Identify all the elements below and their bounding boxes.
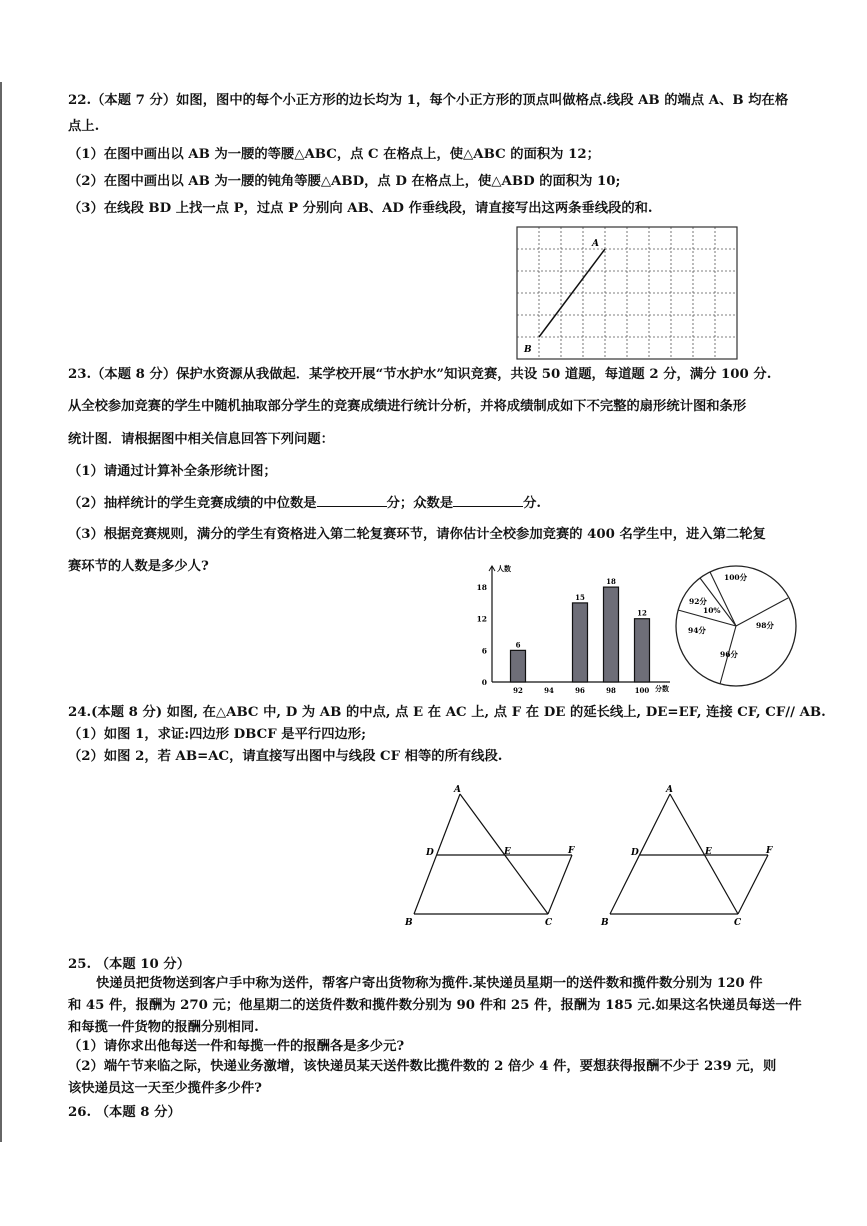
bar-92: [511, 650, 526, 682]
bar-100: [635, 619, 650, 682]
segment-ab: [539, 249, 605, 337]
q24-part-1: （1）如图 1，求证:四边形 DBCF 是平行四边形;: [68, 727, 366, 742]
pie-label-100: 100分: [724, 573, 748, 582]
pie-label-98: 98分: [756, 621, 774, 630]
q23-part-3: （3）根据竞赛规则，满分的学生有资格进入第二轮复赛环节，请你估计全校参加竞赛的 400 名学生中，进入第二轮复: [68, 527, 766, 542]
fig2-line-cf: [738, 855, 768, 914]
bar-category-label: 96: [575, 686, 585, 695]
q23-part-2-text-c: 分.: [523, 496, 542, 511]
fig1-label-a: A: [454, 785, 461, 795]
bar-category-label: 92: [513, 686, 523, 695]
pie-label-92: 92分: [689, 597, 707, 606]
bar-96: [573, 603, 588, 682]
q22-line-2: 点上.: [68, 119, 100, 134]
q23-part-2: [68, 494, 541, 513]
grid-label-b: B: [524, 345, 532, 355]
bar-x-label: 分数: [655, 684, 669, 693]
q23-line-3: 统计图．请根据图中相关信息回答下列问题：: [68, 432, 334, 447]
pie-label-pct: 10%: [703, 606, 721, 615]
bar-value-label: 6: [515, 640, 521, 650]
q25-part-1: （1）请你求出他每送一件和每揽一件的报酬各是多少元?: [68, 1039, 405, 1054]
median-blank[interactable]: [317, 494, 387, 507]
fig2-side-ab: [610, 794, 670, 914]
fig2-side-ac: [670, 794, 738, 914]
q24-line-1: 24.(本题 8 分) 如图, 在△ABC 中, D 为 AB 的中点, 点 E 在 AC 上, 点 F 在 DE 的延长线上, DE=EF, 连接 CF, CF// AB.: [68, 705, 826, 720]
bar-value-label: 18: [606, 577, 616, 587]
q26-title: 26. （本题 8 分）: [68, 1105, 181, 1120]
fig2-label-f: F: [766, 846, 773, 856]
mode-blank[interactable]: [453, 494, 523, 507]
pie-label-94: 94分: [688, 626, 706, 635]
q23-part-2-text-b: 分；众数是: [386, 496, 454, 511]
fig1-label-b: B: [405, 918, 413, 928]
q23-part-2-text-a: （2）抽样统计的学生竞赛成绩的中位数是: [68, 496, 317, 511]
fig2-label-a: A: [666, 785, 673, 795]
q23-part-3-cont: 赛环节的人数是多少人?: [68, 559, 209, 574]
bar-98: [604, 587, 619, 682]
q24-part-2: （2）如图 2，若 AB=AC，请直接写出图中与线段 CF 相等的所有线段.: [68, 749, 503, 764]
q23-line-2: 从全校参加竞赛的学生中随机抽取部分学生的竞赛成绩进行统计分析，并将成绩制成如下不完整的扇形统计图和条形: [68, 399, 747, 414]
geometry-figure-1: [400, 782, 590, 932]
geometry-figure-2: [598, 782, 788, 932]
q25-line-3: 和每揽一件货物的报酬分别相同.: [68, 1020, 259, 1035]
fig1-label-e: E: [504, 847, 511, 857]
q25-line-1: 快递员把货物送到客户手中称为送件，帮客户寄出货物称为揽件.某快递员星期一的送件数和揽件数分别为 120 件: [96, 976, 763, 991]
bar-value-label: 15: [575, 592, 585, 602]
fig1-side-ab: [414, 794, 460, 914]
bar-y-label: 人数: [497, 564, 511, 573]
fig2-label-b: B: [601, 918, 609, 928]
pie-label-96: 96分: [720, 650, 738, 659]
q22-line-1: 22.（本题 7 分）如图，图中的每个小正方形的边长均为 1，每个小正方形的顶点叫做格点.线段 AB 的端点 A、B 均在格: [68, 93, 789, 108]
q25-line-2: 和 45 件，报酬为 270 元；他星期二的送货件数和揽件数分别为 90 件和 25 件，报酬为 185 元.如果这名快递员每送一件: [68, 998, 802, 1013]
bar-value-label: 12: [637, 608, 647, 618]
bar-y-tick: 0: [481, 678, 487, 687]
q25-title: 25. （本题 10 分）: [68, 957, 191, 972]
fig2-label-e: E: [705, 847, 712, 857]
bar-y-tick: 18: [476, 583, 487, 593]
bar-y-tick: 6: [481, 646, 487, 656]
fig1-line-cf: [548, 855, 572, 914]
pie-chart: [672, 560, 800, 694]
bar-y-tick: 12: [476, 614, 487, 624]
fig1-label-d: D: [426, 848, 434, 858]
grid-label-a: A: [592, 239, 599, 249]
bar-chart: [472, 560, 682, 698]
q23-part-1: （1）请通过计算补全条形统计图；: [68, 464, 277, 479]
fig1-label-c: C: [545, 918, 553, 928]
fig1-label-f: F: [568, 846, 575, 856]
q22-part-1: （1）在图中画出以 AB 为一腰的等腰△ABC，点 C 在格点上，使△ABC 的面积为 12；: [68, 147, 600, 162]
page-left-edge: [0, 82, 2, 1142]
bar-category-label: 94: [544, 686, 554, 695]
q22-part-2: （2）在图中画出以 AB 为一腰的钝角等腰△ABD，点 D 在格点上，使△ABD 的面积为 10;: [68, 174, 621, 189]
q25-part-2: （2）端午节来临之际，快递业务激增，该快递员某天送件数比揽件数的 2 倍少 4 件，要想获得报酬不少于 239 元，则: [68, 1059, 777, 1074]
bar-category-label: 100: [634, 686, 650, 695]
bar-category-label: 98: [606, 686, 616, 695]
q22-part-3: （3）在线段 BD 上找一点 P，过点 P 分别向 AB、AD 作垂线段，请直接写出这两条垂线段的和.: [68, 201, 653, 216]
q25-part-2-cont: 该快递员这一天至少揽件多少件?: [68, 1081, 262, 1096]
fig2-label-c: C: [734, 918, 742, 928]
fig2-label-d: D: [631, 848, 639, 858]
grid-figure: [514, 224, 740, 362]
q23-line-1: 23.（本题 8 分）保护水资源从我做起．某学校开展“节水护水”知识竞赛，共设 50 道题，每道题 2 分，满分 100 分.: [68, 367, 772, 382]
